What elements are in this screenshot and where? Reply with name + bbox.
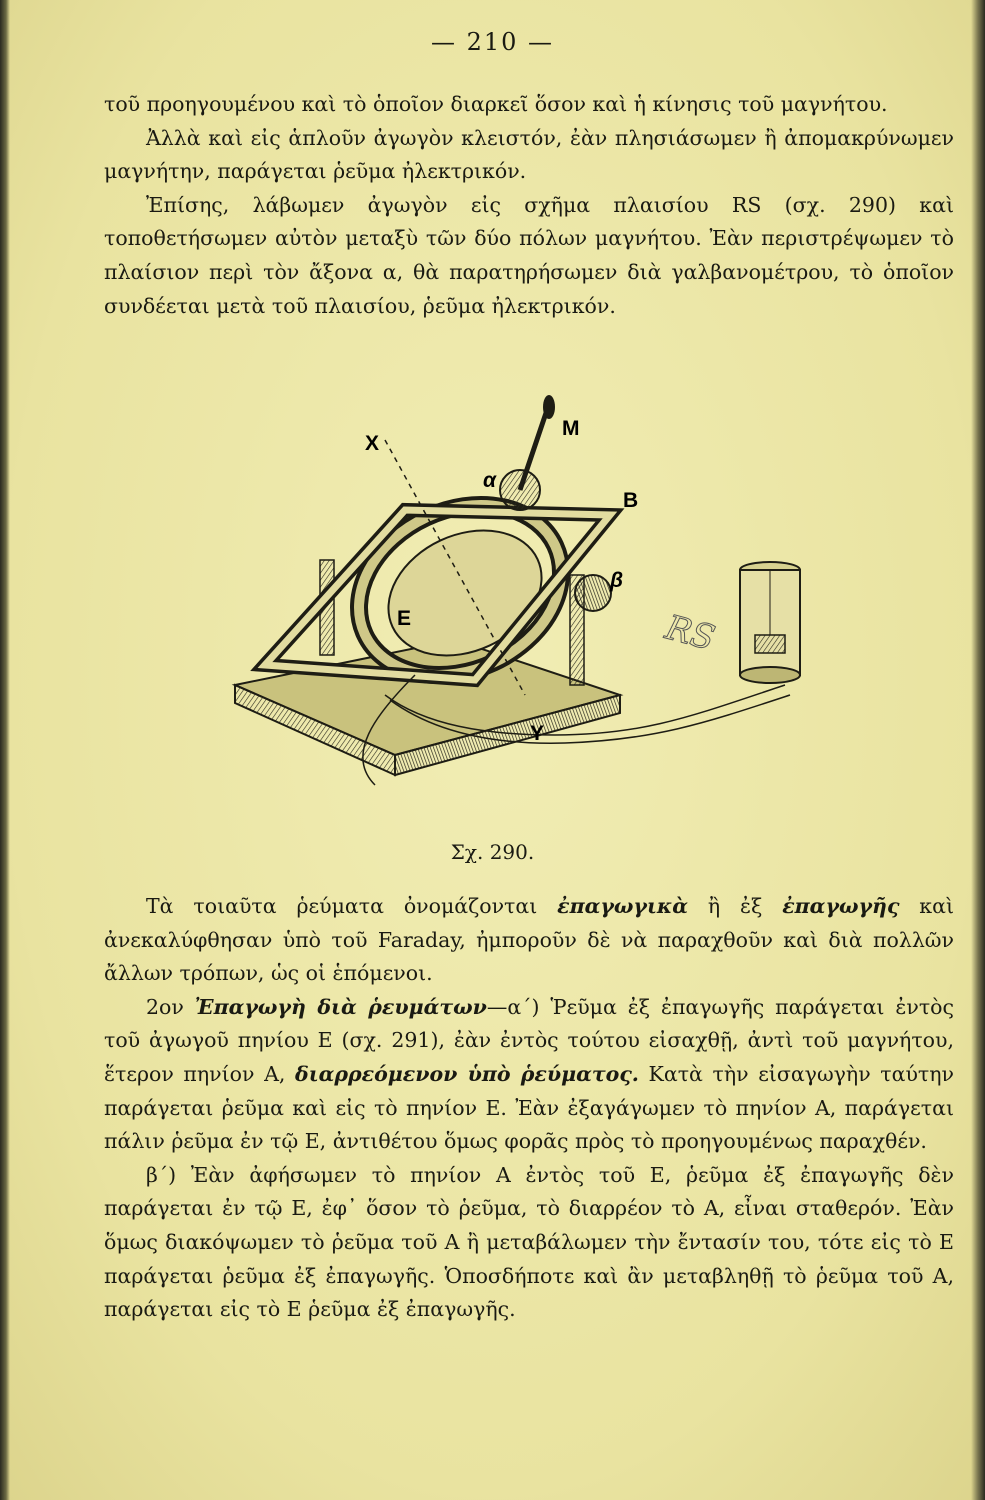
section-heading-induction: Ἐπαγωγὴ διὰ ῥευμάτων: [194, 994, 487, 1019]
figure-caption: Σχ. 290.: [450, 840, 535, 864]
bottom-text-block: [104, 890, 954, 1327]
label-m: M: [562, 417, 580, 440]
term-diarreomenon: διαρρεόμενον ὑπὸ ῥεύματος.: [295, 1061, 639, 1086]
term-epagogika: ἐπαγωγικὰ: [557, 894, 689, 918]
label-e: E: [397, 607, 412, 630]
paragraph-frame-rs: Ἐπίσης, λάβωμεν ἀγωγὸν εἰς σχῆμα πλαισίου RS (σχ. 290) καὶ τοποθετήσωμεν αὐτὸν μεταξὺ τῶν δύο πόλων μαγνήτου. Ἐὰν περιστρέψωμεν τὸ πλαίσιον περὶ τὸν ἄξονα α, θὰ παρατηρήσωμεν διὰ γαλβανομέτρου, τὸ ὁποῖον συνδέεται μετὰ τοῦ πλαισίου, ῥεῦμα ἠλεκτρικόν.: [104, 192, 954, 318]
paragraph-continuation: τοῦ προηγουμένου καὶ τὸ ὁποῖον διαρκεῖ ὅσον καὶ ἡ κίνησις τοῦ μαγνήτου.: [104, 92, 888, 116]
page-right-edge: [971, 0, 985, 1500]
page-left-edge: [0, 0, 10, 1500]
handwritten-rs-annotation: RS: [661, 607, 719, 659]
gear-wheel: [575, 575, 611, 611]
label-b: B: [623, 489, 639, 512]
figure-290-illustration: [225, 395, 825, 815]
term-epagogis: ἐπαγωγῆς: [782, 894, 900, 918]
paragraph-induction-by-currents: 2ον Ἐπαγωγὴ διὰ ῥευμάτων—α΄) Ῥεῦμα ἐξ ἐπαγωγῆς παράγεται ἐντὸς τοῦ ἀγωγοῦ πηνίου E (σχ. 291), ἐὰν ἐντὸς τούτου εἰσαχθῇ, ἀντὶ τοῦ μαγνήτου, ἕτερον πηνίον A, διαρρεόμενον ὑπὸ ῥεύματος. Κατὰ τὴν εἰσαγωγὴν ταύτην παράγεται ῥεῦμα καὶ εἰς τὸ πηνίον E. Ἐὰν ἐξαγάγωμεν τὸ πηνίον A, παράγεται πάλιν ῥεῦμα ἐν τῷ E, ἀντιθέτου ὅμως φορᾶς πρὸς τὸ προηγουμένως παραχθέν.: [104, 994, 954, 1154]
label-alpha: α: [483, 469, 497, 492]
galvanometer-jar: [740, 562, 800, 683]
top-text-block: [104, 88, 954, 323]
label-beta: β: [610, 569, 624, 592]
label-y: Y: [530, 722, 545, 745]
induction-apparatus-engraving: [225, 395, 825, 815]
paragraph-induced-currents: Τὰ τοιαῦτα ῥεύματα ὀνομάζονται ἐπαγωγικὰ ἢ ἐξ ἐπαγωγῆς καὶ ἀνεκαλύφθησαν ὑπὸ τοῦ Faraday, ἠμποροῦν δὲ νὰ παραχθοῦν καὶ διὰ πολλῶν ἄλλων τρόπων, ὡς οἱ ἑπόμενοι.: [104, 894, 954, 986]
paragraph-simple-conductor: Ἀλλὰ καὶ εἰς ἁπλοῦν ἀγωγὸν κλειστόν, ἐὰν πλησιάσωμεν ἢ ἀπομακρύνωμεν μαγνήτην, παράγεται ῥεῦμα ἠλεκτρικόν.: [104, 125, 954, 184]
crank-handle: [500, 395, 555, 510]
page-number: — 210 —: [430, 28, 555, 56]
label-x: X: [365, 432, 380, 455]
paragraph-constant-current: β΄) Ἐὰν ἀφήσωμεν τὸ πηνίον A ἐντὸς τοῦ E, ῥεῦμα ἐξ ἐπαγωγῆς δὲν παράγεται ἐν τῷ E, ἐφ᾽ ὅσον τὸ ῥεῦμα, τὸ διαρρέον τὸ A, εἶναι σταθερόν. Ἐὰν ὅμως διακόψωμεν τὸ ῥεῦμα τοῦ A ἢ μεταβάλωμεν τὴν ἔντασίν του, τότε εἰς τὸ E παράγεται ῥεῦμα ἐξ ἐπαγωγῆς. Ὁποσδήποτε καὶ ἂν μεταβληθῇ τὸ ῥεῦμα τοῦ A, παράγεται εἰς τὸ E ῥεῦμα ἐξ ἐπαγωγῆς.: [104, 1162, 954, 1322]
